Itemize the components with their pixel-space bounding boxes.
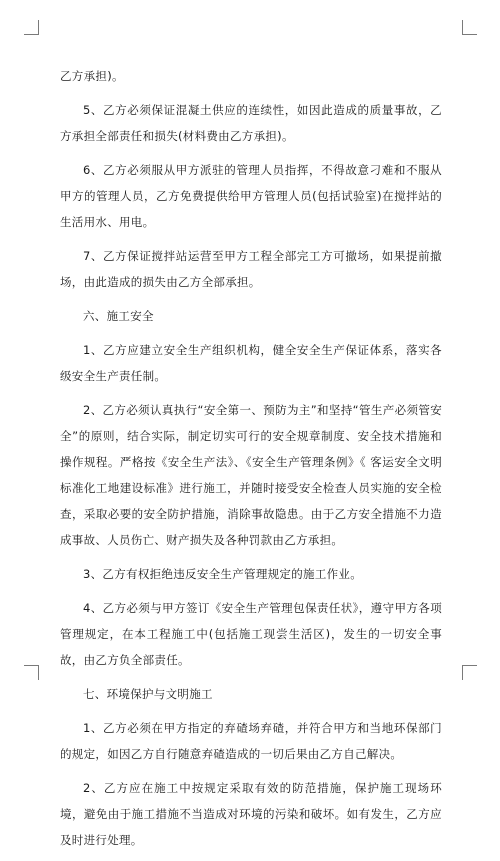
paragraph-safety-3: 3、乙方有权拒绝违反安全生产管理规定的施工作业。	[83, 567, 363, 581]
section-heading-environment: 七、环境保护与文明施工	[83, 687, 213, 701]
paragraph-clause-5: 5、乙方必须保证混凝土供应的连续性，如因此造成的质量事故，乙方承担全部责任和损失(材料费由乙方承担)。	[60, 103, 442, 143]
paragraph-clause-7: 7、乙方保证搅拌站运营至甲方工程全部完工方可撤场，如果提前撤场，由此造成的损失由乙方全部承担。	[60, 249, 442, 289]
crop-mark-bottom-left	[24, 665, 39, 680]
paragraph-environment-2: 2、乙方应在施工中按规定采取有效的防范措施，保护施工现场环境，避免由于施工措施不当造成对环境的污染和破坏。如有发生，乙方应及时进行处理。	[60, 781, 442, 847]
crop-mark-top-left	[24, 20, 39, 35]
paragraph-continuation: 乙方承担)。	[60, 69, 124, 83]
crop-mark-bottom-right	[462, 665, 477, 680]
paragraph-environment-1: 1、乙方必须在甲方指定的弃碴场弃碴，并符合甲方和当地环保部门的规定，如因乙方自行随意弃碴造成的一切后果由乙方自己解决。	[60, 721, 442, 761]
document-body	[60, 63, 442, 861]
paragraph-safety-4: 4、乙方必须与甲方签订《安全生产管理包保责任状》，遵守甲方各项管理规定，在本工程施工中(包括施工现尝生活区)，发生的一切安全事故，由乙方负全部责任。	[60, 601, 442, 667]
paragraph-safety-1: 1、乙方应建立安全生产组织机构，健全安全生产保证体系，落实各级安全生产责任制。	[60, 343, 442, 383]
paragraph-clause-6: 6、乙方必须服从甲方派驻的管理人员指挥，不得故意刁难和不服从甲方的管理人员，乙方免费提供给甲方管理人员(包括试验室)在搅拌站的生活用水、用电。	[60, 163, 442, 229]
paragraph-safety-2: 2、乙方必须认真执行“安全第一、预防为主”和坚持“管生产必须管安全”的原则，结合实际，制定切实可行的安全规章制度、安全技术措施和操作规程。严格按《安全生产法》、《安全生产管理条例》《 客运安全文明标准化工地建设标准》进行施工，并随时接受安全检查人员实施的安全检查，采取必要的安全防护措施，消除事故隐患。由于乙方安全措施不力造成事故、人员伤亡、财产损失及各种罚款由乙方承担。	[60, 403, 442, 547]
section-heading-construction-safety: 六、施工安全	[83, 309, 154, 323]
crop-mark-top-right	[462, 20, 477, 35]
